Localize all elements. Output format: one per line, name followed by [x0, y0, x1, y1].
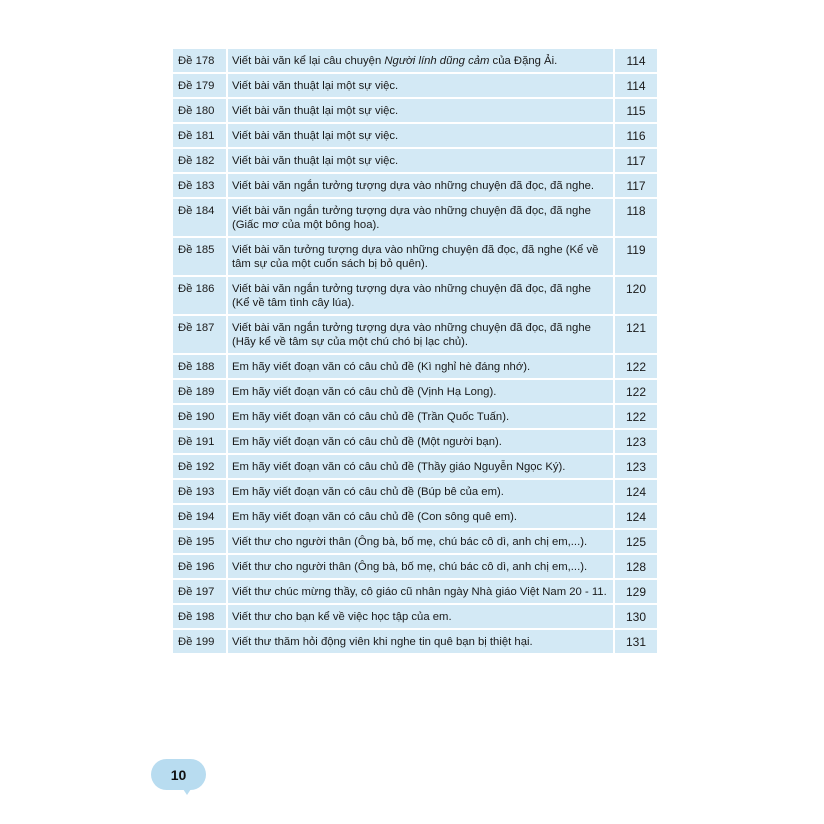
table-row [173, 580, 657, 605]
title-italic-text: Người lính dũng cảm [384, 55, 490, 67]
table-row [173, 74, 657, 99]
page-ref: 121 [615, 316, 657, 355]
table-row [173, 238, 657, 277]
exercise-title [228, 555, 615, 580]
exercise-number: Đề 181 [173, 124, 228, 149]
table-row [173, 605, 657, 630]
table-row [173, 277, 657, 316]
table-row [173, 380, 657, 405]
title-text: Viết thư chúc mừng thầy, cô giáo cũ nhân ngày Nhà giáo Việt Nam 20 - 11. [231, 586, 607, 598]
title-text: Viết thư cho người thân (Ông bà, bố mẹ, chú bác cô dì, anh chị em,...). [231, 561, 588, 573]
table-row [173, 174, 657, 199]
exercise-title [228, 199, 615, 238]
exercise-title [228, 455, 615, 480]
title-text: Viết bài văn tưởng tượng dựa vào những chuyện đã đọc, đã nghe (Kể về tâm sự của một cuốn sách bị bỏ quên). [231, 244, 599, 270]
exercise-number: Đề 189 [173, 380, 228, 405]
page-ref: 122 [615, 380, 657, 405]
exercise-number: Đề 197 [173, 580, 228, 605]
exercise-number: Đề 183 [173, 174, 228, 199]
page-ref: 117 [615, 149, 657, 174]
exercise-title [228, 630, 615, 655]
exercise-number: Đề 187 [173, 316, 228, 355]
title-text: Viết bài văn thuật lại một sự việc. [231, 130, 399, 142]
page-ref: 117 [615, 174, 657, 199]
table-row [173, 505, 657, 530]
badge-tail [181, 786, 193, 795]
page-ref: 115 [615, 99, 657, 124]
title-text: Viết bài văn thuật lại một sự việc. [231, 80, 399, 92]
exercise-title [228, 580, 615, 605]
exercise-title [228, 124, 615, 149]
table-row [173, 149, 657, 174]
exercise-title [228, 405, 615, 430]
exercise-title [228, 355, 615, 380]
title-text: Em hãy viết đoạn văn có câu chủ đề (Con sông quê em). [231, 511, 518, 523]
exercise-title [228, 605, 615, 630]
title-text: Viết thư cho bạn kể về việc học tập của em. [231, 611, 452, 623]
table-row [173, 530, 657, 555]
exercise-title [228, 430, 615, 455]
exercise-title [228, 74, 615, 99]
exercise-number: Đề 185 [173, 238, 228, 277]
title-text: Viết bài văn thuật lại một sự việc. [231, 155, 399, 167]
page-number-badge [151, 759, 206, 790]
page-ref: 123 [615, 430, 657, 455]
title-text: Viết bài văn ngắn tưởng tượng dựa vào những chuyện đã đọc, đã nghe (Hãy kể về tâm sự của một chú chó bị lạc chủ). [231, 322, 591, 348]
table-row [173, 430, 657, 455]
table-of-contents [173, 49, 657, 655]
title-text: Viết bài văn ngắn tưởng tượng dựa vào những chuyện đã đọc, đã nghe. [231, 180, 595, 192]
page-ref: 130 [615, 605, 657, 630]
title-text: Em hãy viết đoạn văn có câu chủ đề (Trần Quốc Tuấn). [231, 411, 510, 423]
table-row [173, 630, 657, 655]
page-ref: 129 [615, 580, 657, 605]
page-ref: 116 [615, 124, 657, 149]
table-row [173, 405, 657, 430]
exercise-number: Đề 179 [173, 74, 228, 99]
page-ref: 119 [615, 238, 657, 277]
page-number: 10 [170, 766, 187, 783]
exercise-number: Đề 194 [173, 505, 228, 530]
table-row [173, 316, 657, 355]
table-row [173, 199, 657, 238]
title-text: Em hãy viết đoạn văn có câu chủ đề (Thầy giáo Nguyễn Ngọc Ký). [231, 461, 566, 473]
exercise-title [228, 480, 615, 505]
title-text: Viết bài văn kể lại câu chuyện [231, 55, 385, 67]
title-text-end: của Đặng Ải. [489, 55, 558, 67]
page-ref: 122 [615, 355, 657, 380]
title-text: Viết thư cho người thân (Ông bà, bố mẹ, chú bác cô dì, anh chị em,...). [231, 536, 588, 548]
table-row [173, 49, 657, 74]
table-row [173, 99, 657, 124]
toc-body [173, 49, 657, 655]
title-text: Viết thư thăm hỏi động viên khi nghe tin quê bạn bị thiệt hại. [231, 636, 533, 648]
table-row [173, 355, 657, 380]
title-text: Em hãy viết đoạn văn có câu chủ đề (Vịnh Hạ Long). [231, 386, 497, 398]
exercise-number: Đề 192 [173, 455, 228, 480]
exercise-number: Đề 184 [173, 199, 228, 238]
table-row [173, 124, 657, 149]
exercise-title [228, 530, 615, 555]
exercise-title [228, 380, 615, 405]
exercise-number: Đề 191 [173, 430, 228, 455]
exercise-title [228, 99, 615, 124]
page-ref: 125 [615, 530, 657, 555]
exercise-number: Đề 199 [173, 630, 228, 655]
page-ref: 123 [615, 455, 657, 480]
exercise-title [228, 277, 615, 316]
page-ref: 114 [615, 74, 657, 99]
exercise-number: Đề 178 [173, 49, 228, 74]
title-text: Viết bài văn ngắn tưởng tượng dựa vào những chuyện đã đọc, đã nghe (Giấc mơ của một bông hoa). [231, 205, 591, 231]
exercise-title [228, 174, 615, 199]
exercise-number: Đề 186 [173, 277, 228, 316]
table-row [173, 455, 657, 480]
exercise-number: Đề 193 [173, 480, 228, 505]
title-text: Em hãy viết đoạn văn có câu chủ đề (Một người bạn). [231, 436, 502, 448]
page-ref: 124 [615, 505, 657, 530]
page-ref: 114 [615, 49, 657, 74]
exercise-number: Đề 195 [173, 530, 228, 555]
page-ref: 124 [615, 480, 657, 505]
exercise-title [228, 49, 615, 74]
exercise-title [228, 238, 615, 277]
exercise-title [228, 149, 615, 174]
exercise-title [228, 316, 615, 355]
page-ref: 122 [615, 405, 657, 430]
exercise-number: Đề 182 [173, 149, 228, 174]
title-text: Viết bài văn ngắn tưởng tượng dựa vào những chuyện đã đọc, đã nghe (Kể về tâm tình cây lúa). [231, 283, 591, 309]
table-row [173, 555, 657, 580]
page-ref: 120 [615, 277, 657, 316]
title-text: Viết bài văn thuật lại một sự việc. [231, 105, 399, 117]
page-ref: 128 [615, 555, 657, 580]
exercise-number: Đề 198 [173, 605, 228, 630]
page-ref: 131 [615, 630, 657, 655]
title-text: Em hãy viết đoạn văn có câu chủ đề (Kì nghỉ hè đáng nhớ). [231, 361, 531, 373]
table-row [173, 480, 657, 505]
exercise-number: Đề 190 [173, 405, 228, 430]
page-ref: 118 [615, 199, 657, 238]
exercise-number: Đề 188 [173, 355, 228, 380]
exercise-number: Đề 196 [173, 555, 228, 580]
exercise-number: Đề 180 [173, 99, 228, 124]
exercise-title [228, 505, 615, 530]
title-text: Em hãy viết đoạn văn có câu chủ đề (Búp bê của em). [231, 486, 504, 498]
